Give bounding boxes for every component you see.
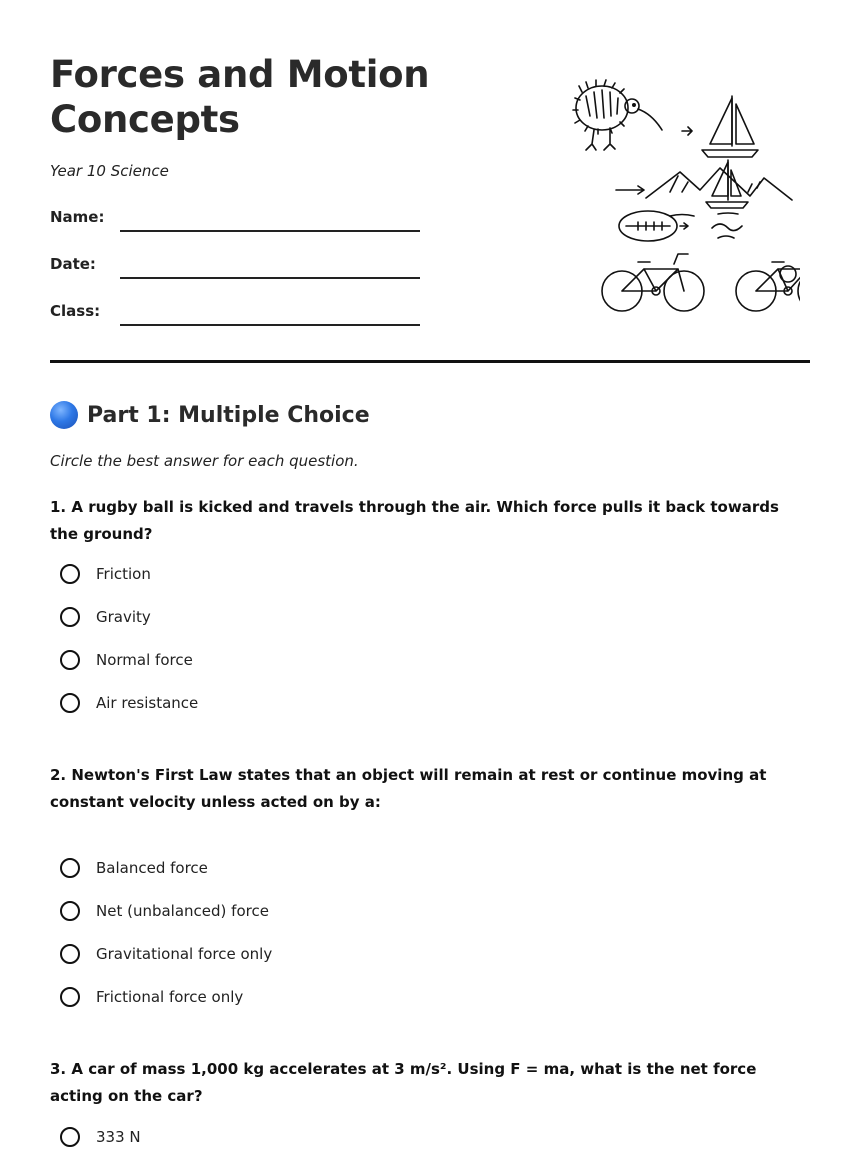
arrow-icon [682, 127, 692, 135]
forces-illustration [550, 78, 800, 318]
radio-circle-icon[interactable] [60, 564, 80, 584]
q2-option-2[interactable] [60, 898, 269, 924]
q2-option-4[interactable] [60, 984, 243, 1010]
question-2-text: 2. Newton's First Law states that an object will remain at rest or continue moving at constant velocity unless acted on by a: [50, 766, 767, 811]
radio-circle-icon[interactable] [60, 901, 80, 921]
option-label: Gravitational force only [96, 945, 273, 963]
option-label: Friction [96, 565, 151, 583]
class-field[interactable] [50, 302, 420, 332]
option-label: Frictional force only [96, 988, 244, 1006]
q1-option-1[interactable] [60, 561, 151, 587]
blue-circle-icon [50, 401, 78, 429]
option-label: Gravity [96, 608, 151, 626]
option-label: Air resistance [96, 694, 199, 712]
mountains-sailboat-icon [616, 160, 792, 216]
q1-option-3[interactable] [60, 647, 193, 673]
title-line-2: Concepts [50, 98, 240, 141]
kiwi-bird-icon [573, 80, 662, 150]
date-label: Date: [50, 255, 96, 273]
option-label: Normal force [96, 651, 193, 669]
question-1-text: 1. A rugby ball is kicked and travels through the air. Which force pulls it back towards the ground? [50, 498, 779, 543]
sailboat-icon [702, 96, 758, 157]
worksheet-title [50, 52, 470, 142]
part-1-instruction: Circle the best answer for each question. [50, 452, 359, 470]
radio-circle-icon[interactable] [60, 693, 80, 713]
name-field[interactable] [50, 208, 420, 238]
header-divider [50, 360, 810, 363]
q3-option-1[interactable] [60, 1124, 141, 1150]
option-label: 333 N [96, 1128, 141, 1146]
date-field[interactable] [50, 255, 420, 285]
class-answer-line[interactable] [120, 324, 420, 326]
question-3-text: 3. A car of mass 1,000 kg accelerates at 3 m/s². Using F = ma, what is the net force acting on the car? [50, 1060, 757, 1105]
option-label: Balanced force [96, 859, 208, 877]
radio-circle-icon[interactable] [60, 944, 80, 964]
title-line-1: Forces and Motion [50, 53, 430, 96]
q2-option-3[interactable] [60, 941, 272, 967]
option-label: Net (unbalanced) force [96, 902, 269, 920]
radio-circle-icon[interactable] [60, 607, 80, 627]
date-answer-line[interactable] [120, 277, 420, 279]
part-1-heading [50, 399, 370, 431]
bicycle-icon [736, 254, 800, 311]
name-answer-line[interactable] [120, 230, 420, 232]
q1-option-2[interactable] [60, 604, 151, 630]
name-label: Name: [50, 208, 105, 226]
rugby-ball-icon [619, 211, 742, 241]
q2-option-1[interactable] [60, 855, 208, 881]
class-label: Class: [50, 302, 101, 320]
radio-circle-icon[interactable] [60, 1127, 80, 1147]
worksheet-subtitle: Year 10 Science [50, 162, 169, 180]
q1-option-4[interactable] [60, 690, 198, 716]
radio-circle-icon[interactable] [60, 650, 80, 670]
part-1-title: Part 1: Multiple Choice [87, 402, 370, 428]
bicycle-icon [602, 254, 704, 311]
radio-circle-icon[interactable] [60, 858, 80, 878]
radio-circle-icon[interactable] [60, 987, 80, 1007]
